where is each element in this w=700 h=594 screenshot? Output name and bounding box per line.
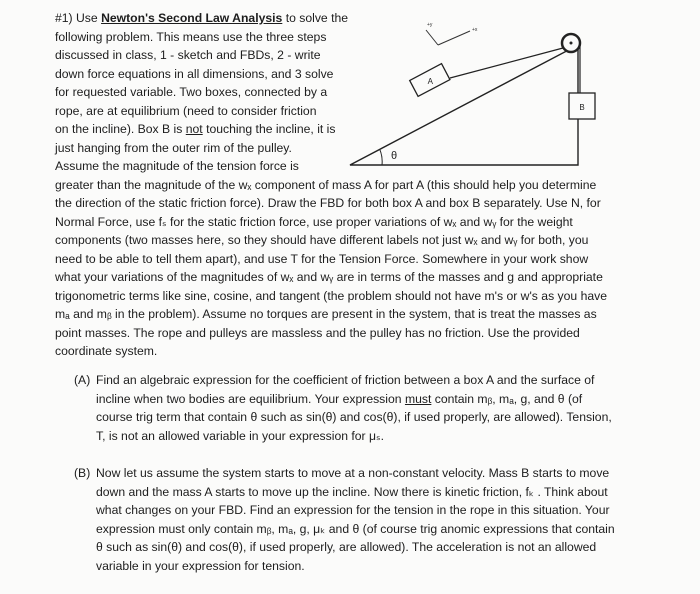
intro-line: down force equations in all dimensions, and 3 solve xyxy=(55,66,334,81)
intro-line: on the incline). Box B is not touching the incline, it is xyxy=(55,122,336,136)
intro-line: Normal Force, use fₛ for the static friction force, use proper variations of wₓ and wᵧ for the weight xyxy=(55,214,573,229)
angle-arc xyxy=(380,150,382,165)
intro-line: discussed in class, 1 - sketch and FBDs, 2 - write xyxy=(55,48,321,62)
x-axis-label: +x xyxy=(472,27,478,33)
intro-line: point masses. The rope and pulleys are massless and the pulley has no friction. Use the provided xyxy=(55,325,580,340)
part-a-line: T, is not an allowed variable in your expression for μₛ. xyxy=(96,428,384,443)
part-b-line: variable in your expression for tension. xyxy=(96,558,305,573)
box-a xyxy=(410,64,450,97)
intro-line: rope, are at equilibrium (need to consider friction xyxy=(55,103,317,118)
part-b-line: Now let us assume the system starts to move at a non-constant velocity. Mass B starts to move xyxy=(96,466,610,480)
intro-line: what your variations of the magnitudes of wₓ and wᵧ are in terms of the masses and g and appropriate xyxy=(55,270,603,284)
problem-heading: #1) Use Newton's Second Law Analysis to solve the xyxy=(55,11,349,25)
intro-line: trigonometric terms like sine, cosine, and tangent (the problem should not have m's or w's as you have xyxy=(55,288,608,303)
intro-line: the direction of the static friction force). Draw the FBD for both box A and box B separately. Use N, for xyxy=(55,196,601,210)
part-b-line: what changes on your FBD. Find an expression for the tension in the rope in this situation. Your xyxy=(96,503,610,517)
part-a-line: Find an algebraic expression for the coefficient of friction between a box A and the surface of xyxy=(96,373,595,387)
incline-pulley-diagram xyxy=(340,15,630,171)
rope-incline xyxy=(450,48,563,78)
part-b-line: θ such as sin(θ) and cos(θ), if used properly, are allowed). The acceleration is not an allowed xyxy=(96,540,597,554)
y-axis-label: +y xyxy=(427,22,433,28)
part-a-line: incline when two bodies are equilibrium. Your expression must contain mᵦ, mₐ, g, and θ (of xyxy=(96,391,583,406)
intro-line: for requested variable. Two boxes, connected by a xyxy=(55,85,328,99)
intro-line: need to be able to tell them apart), and use T for the Tension Force. Somewhere in your work show xyxy=(55,251,589,266)
angle-label: θ xyxy=(391,150,398,162)
intro-line: components (two masses here, so they should have different labels not just wₓ and wᵧ for both, you xyxy=(55,233,589,247)
part-b-line: expression must only contain mᵦ, mₐ, g, μₖ and θ (of course trig anomic expressions that contain xyxy=(96,521,615,536)
part-a-label: (A) xyxy=(74,373,91,387)
part-b-line: down and the mass A starts to move up the incline. Now there is kinetic friction, fₖ . Think about xyxy=(96,484,608,499)
box-b-label: B xyxy=(579,103,585,112)
box-a-label: A xyxy=(427,76,433,86)
intro-line: greater than the magnitude of the wₓ component of mass A for part A (this should help you determine xyxy=(55,177,597,192)
intro-line: mₐ and mᵦ in the problem). Assume no torques are present in the system, that is treat the masses as xyxy=(55,307,597,321)
intro-line: just hanging from the outer rim of the pulley. xyxy=(55,140,292,155)
part-a-line: course trig term that contain θ such as sin(θ) and cos(θ), if used properly, are allowed). Tension, xyxy=(96,410,612,424)
intro-line: Assume the magnitude of the tension force is xyxy=(55,159,299,173)
part-b-label: (B) xyxy=(74,466,91,480)
intro-line: coordinate system. xyxy=(55,344,158,358)
intro-line: following problem. This means use the three steps xyxy=(55,29,327,44)
incline-triangle xyxy=(350,45,578,165)
coordinate-axes xyxy=(426,22,478,45)
